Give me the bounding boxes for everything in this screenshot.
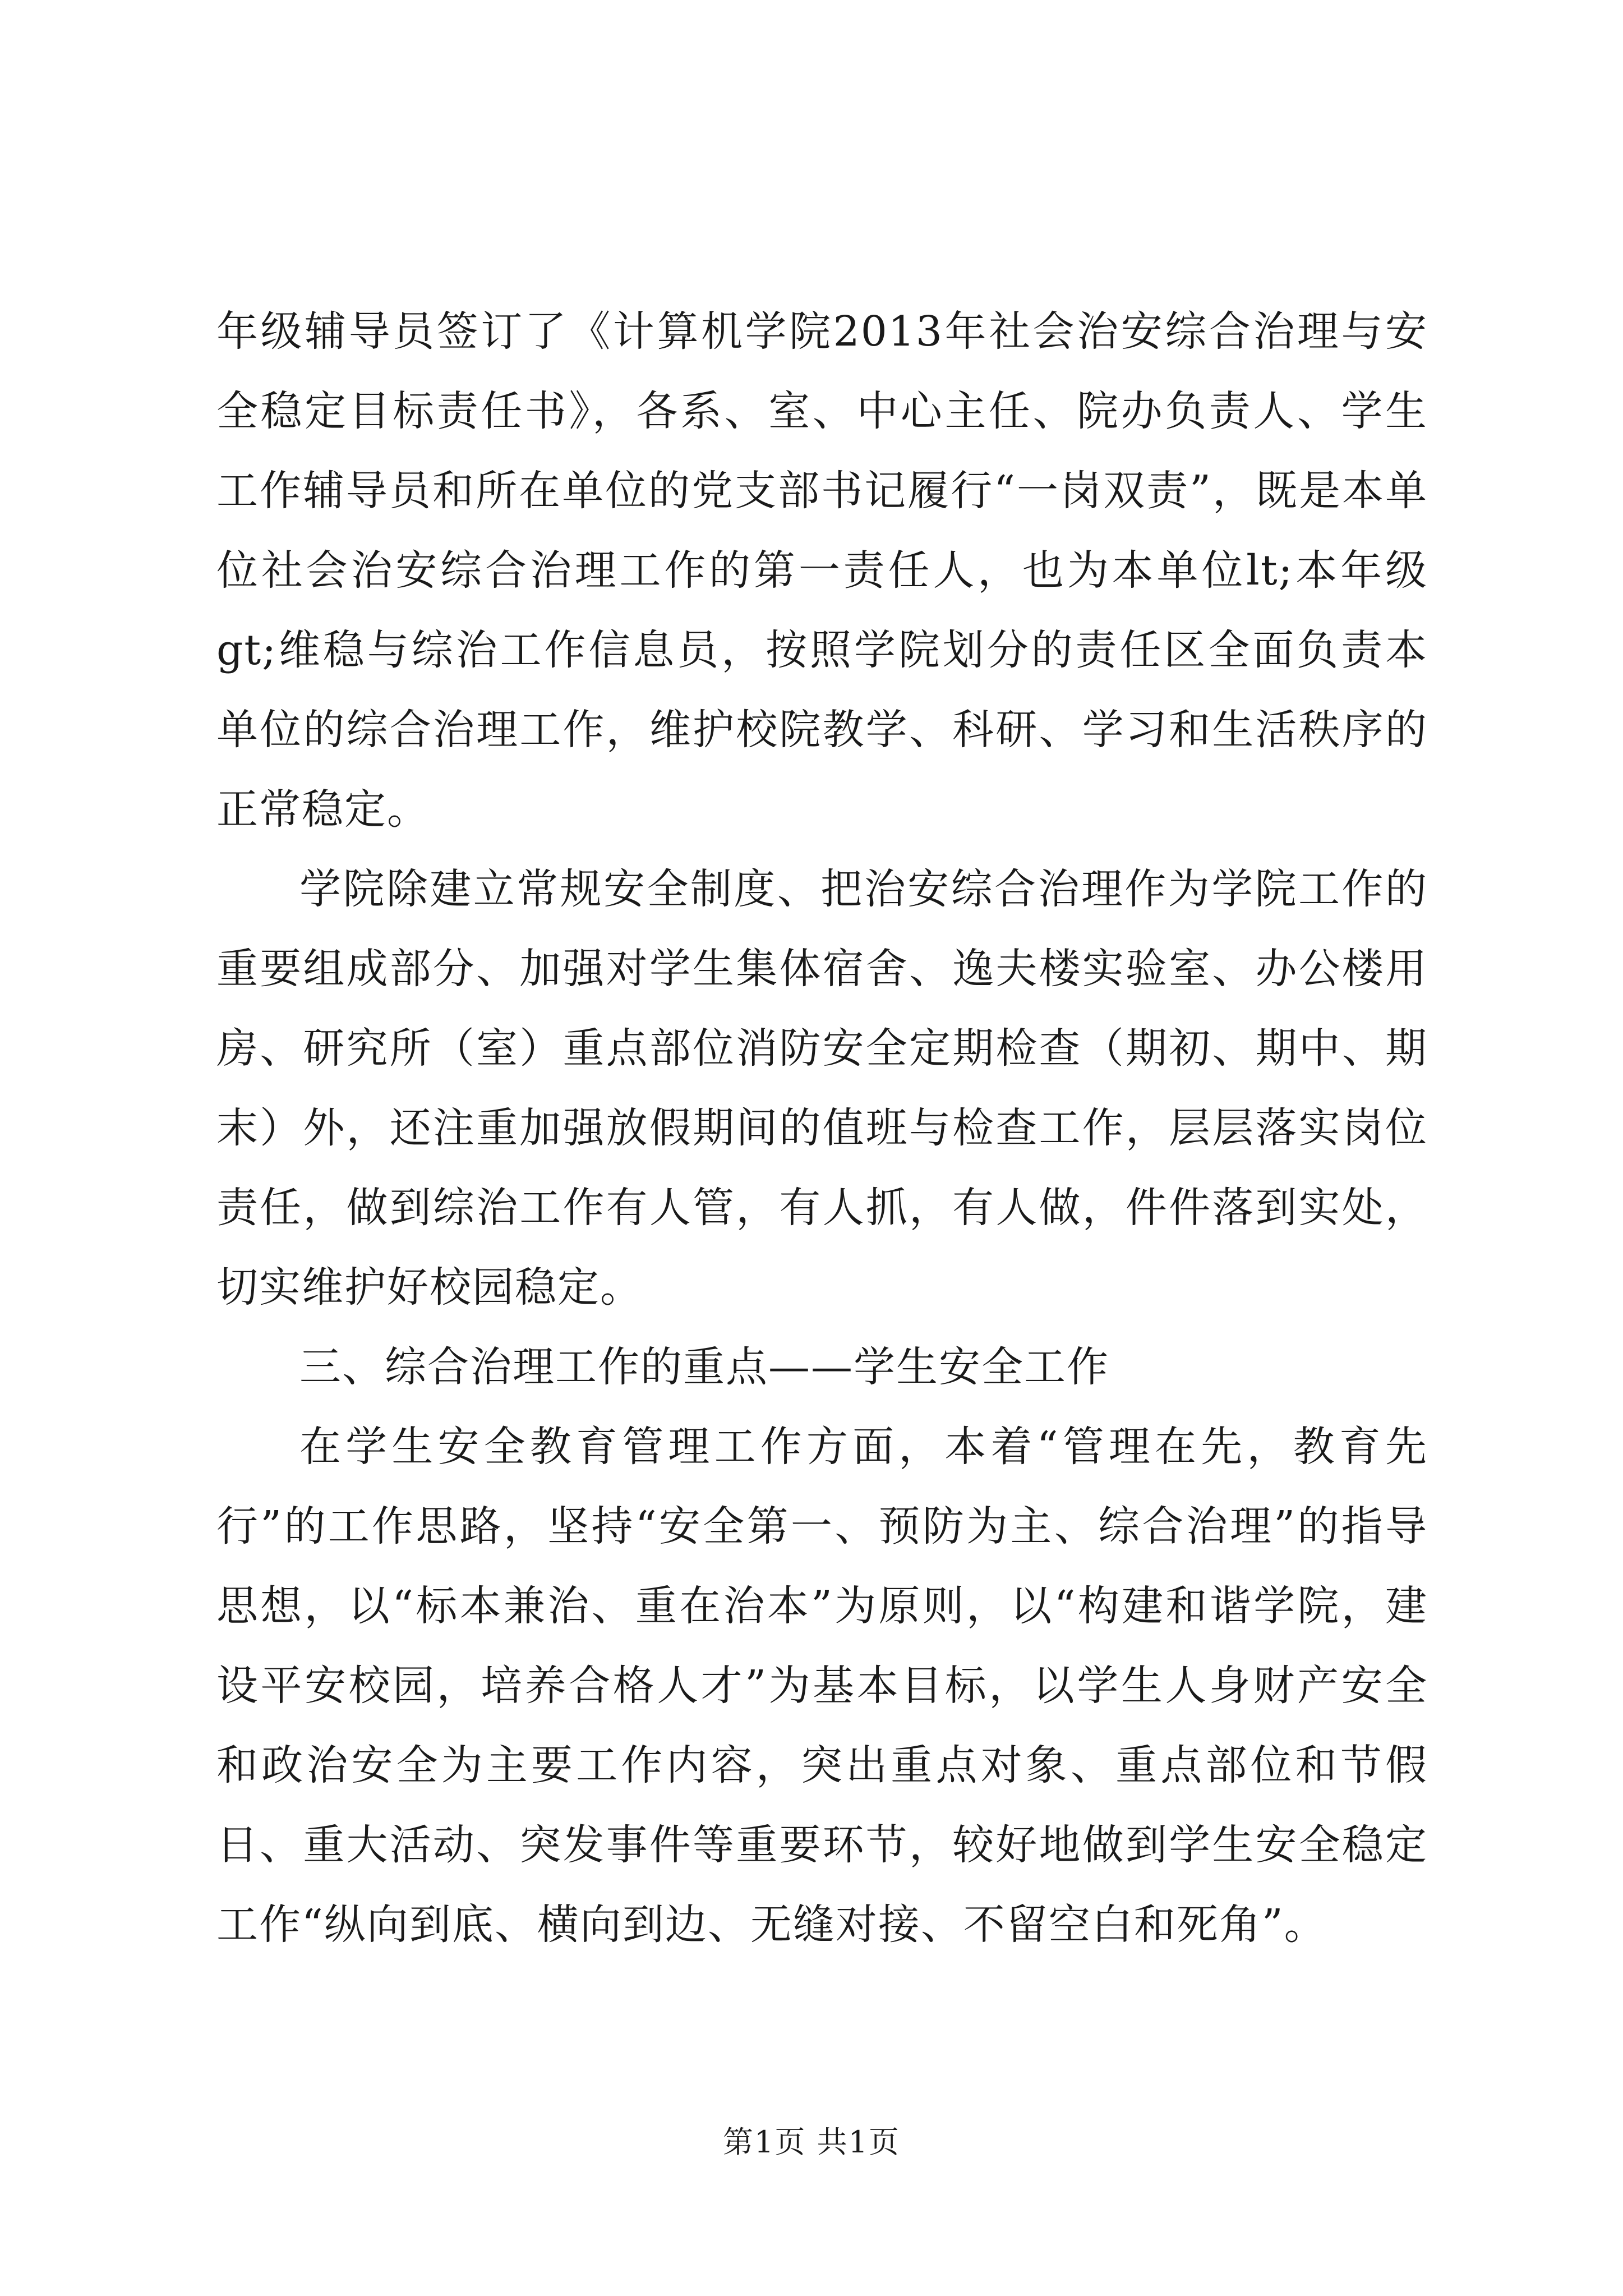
paragraph-continuation: 年级辅导员签订了《计算机学院2013年社会治安综合治理与安全稳定目标责任书》，各系、室、中心主任、院办负责人、学生工作辅导员和所在单位的党支部书记履行“一岗双责”，既是本单位社会治安综合治理工作的第一责任人，也为本单位lt;本年级gt;维稳与综治工作信息员，按照学院划分的责任区全面负责本单位的综合治理工作，维护校院教学、科研、学习和生活秩序的正常稳定。	[216, 307, 1428, 834]
section-heading: 三、综合治理工作的重点——学生安全工作	[299, 1343, 1109, 1391]
page-footer: 第1页 共1页	[723, 2124, 900, 2160]
document-body	[216, 292, 1428, 1964]
paragraph-safety-measures: 学院除建立常规安全制度、把治安综合治理作为学院工作的重要组成部分、加强对学生集体宿舍、逸夫楼实验室、办公楼用房、研究所（室）重点部位消防安全定期检查（期初、期中、期末）外，还注重加强放假期间的值班与检查工作，层层落实岗位责任，做到综治工作有人管，有人抓，有人做，件件落到实处，切实维护好校园稳定。	[216, 865, 1428, 1312]
paragraph-student-safety: 在学生安全教育管理工作方面，本着“管理在先，教育先行”的工作思路，坚持“安全第一、预防为主、综合治理”的指导思想，以“标本兼治、重在治本”为原则，以“构建和谐学院，建设平安校园，培养合格人才”为基本目标，以学生人身财产安全和政治安全为主要工作内容，突出重点对象、重点部位和节假日、重大活动、突发事件等重要环节，较好地做到学生安全稳定工作“纵向到底、横向到边、无缝对接、不留空白和死角”。	[216, 1423, 1428, 1949]
